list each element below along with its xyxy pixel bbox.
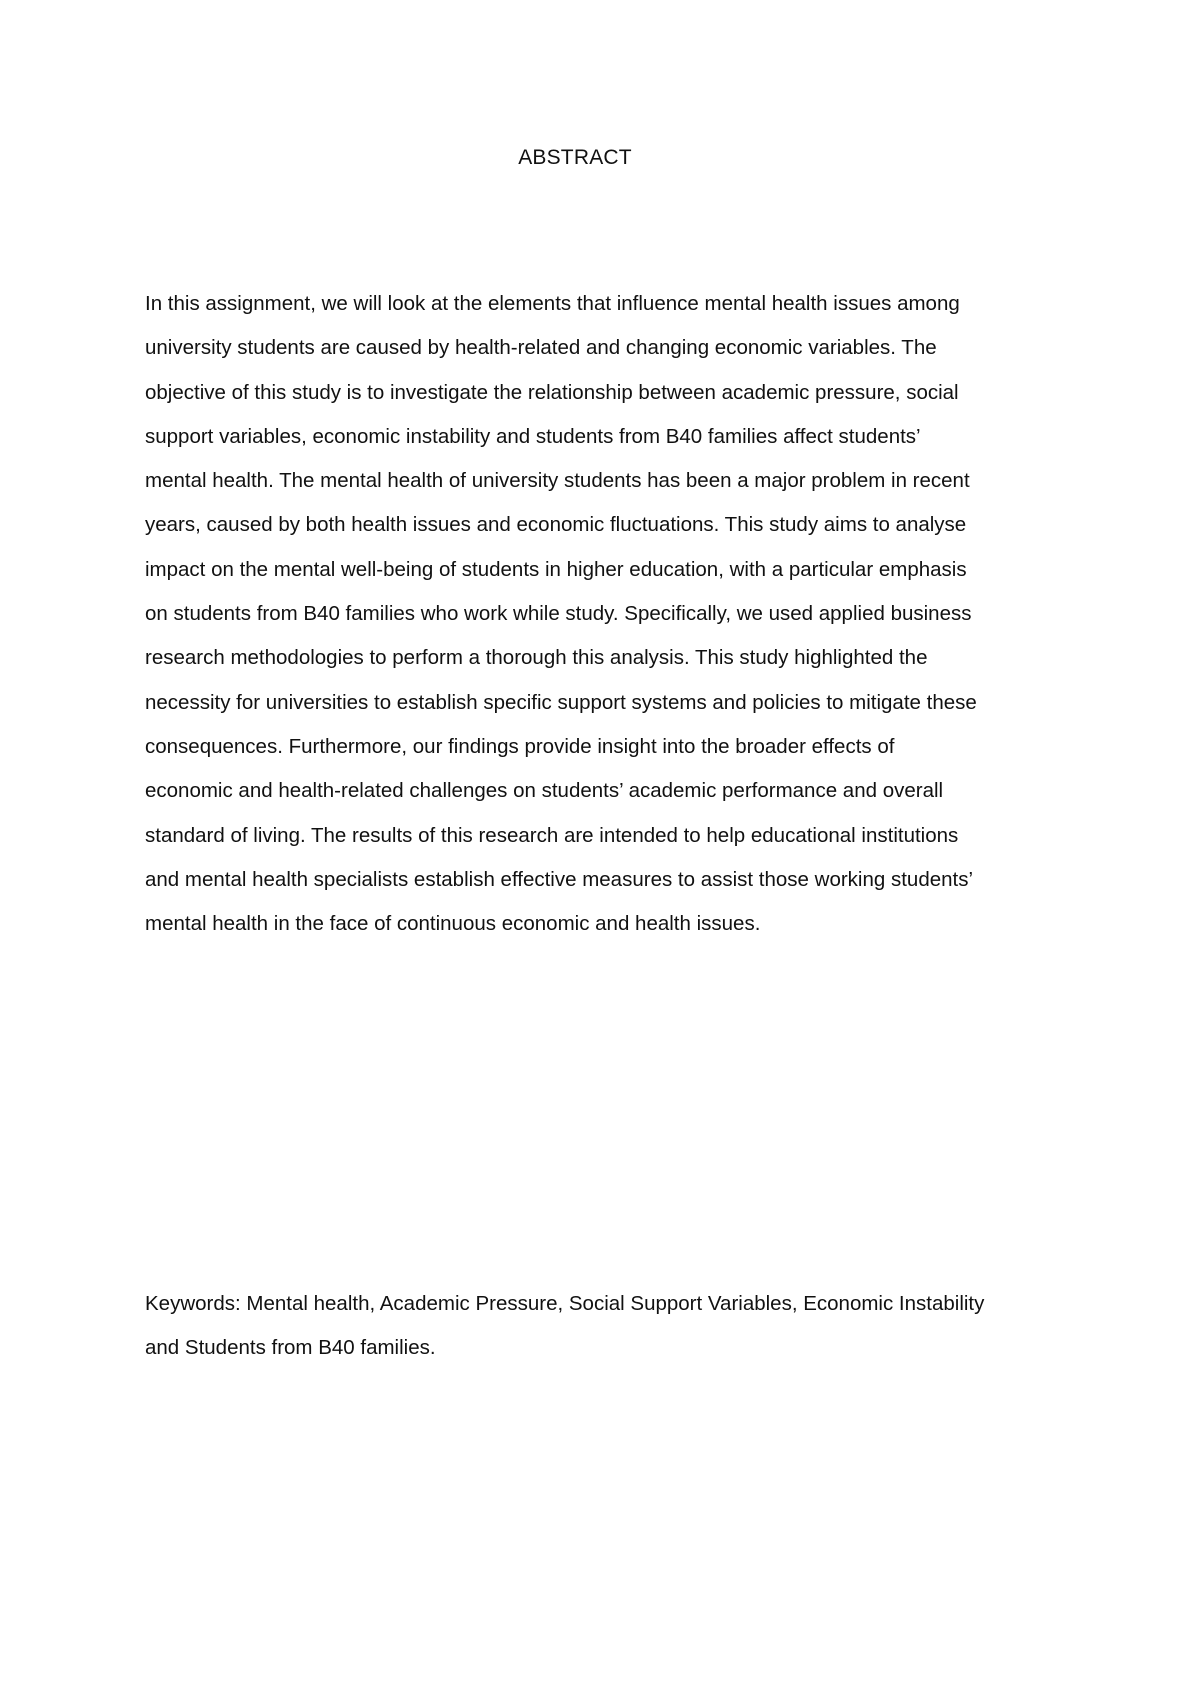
abstract-line: research methodologies to perform a thorough this analysis. This study highlighted the (145, 646, 928, 670)
keywords-line: Keywords: Mental health, Academic Pressure, Social Support Variables, Economic Instability (145, 1292, 985, 1315)
abstract-line: mental health. The mental health of university students has been a major problem in recent (145, 469, 970, 493)
abstract-line: mental health in the face of continuous economic and health issues. (145, 912, 761, 936)
abstract-line: In this assignment, we will look at the elements that influence mental health issues among (145, 292, 960, 315)
abstract-line: years, caused by both health issues and economic fluctuations. This study aims to analyse (145, 513, 967, 537)
abstract-line: objective of this study is to investigate the relationship between academic pressure, social (145, 380, 959, 404)
abstract-line: consequences. Furthermore, our findings provide insight into the broader effects of (145, 734, 895, 758)
abstract-line: necessity for universities to establish specific support systems and policies to mitigate these (145, 690, 977, 714)
abstract-line: standard of living. The results of this research are intended to help educational institutions (145, 823, 959, 847)
keywords-line: and Students from B40 families. (145, 1336, 436, 1360)
abstract-line: economic and health-related challenges on students’ academic performance and overall (145, 779, 944, 803)
abstract-paragraph (145, 282, 977, 946)
abstract-line: university students are caused by health-related and changing economic variables. The (145, 336, 937, 360)
abstract-heading: ABSTRACT (518, 146, 632, 169)
abstract-line: on students from B40 families who work while study. Specifically, we used applied business (145, 602, 972, 626)
abstract-line: impact on the mental well-being of students in higher education, with a particular emphasis (145, 557, 967, 581)
abstract-line: and mental health specialists establish effective measures to assist those working students’ (145, 867, 974, 891)
keywords-paragraph (145, 1282, 984, 1371)
abstract-line: support variables, economic instability and students from B40 families affect students’ (145, 424, 921, 448)
